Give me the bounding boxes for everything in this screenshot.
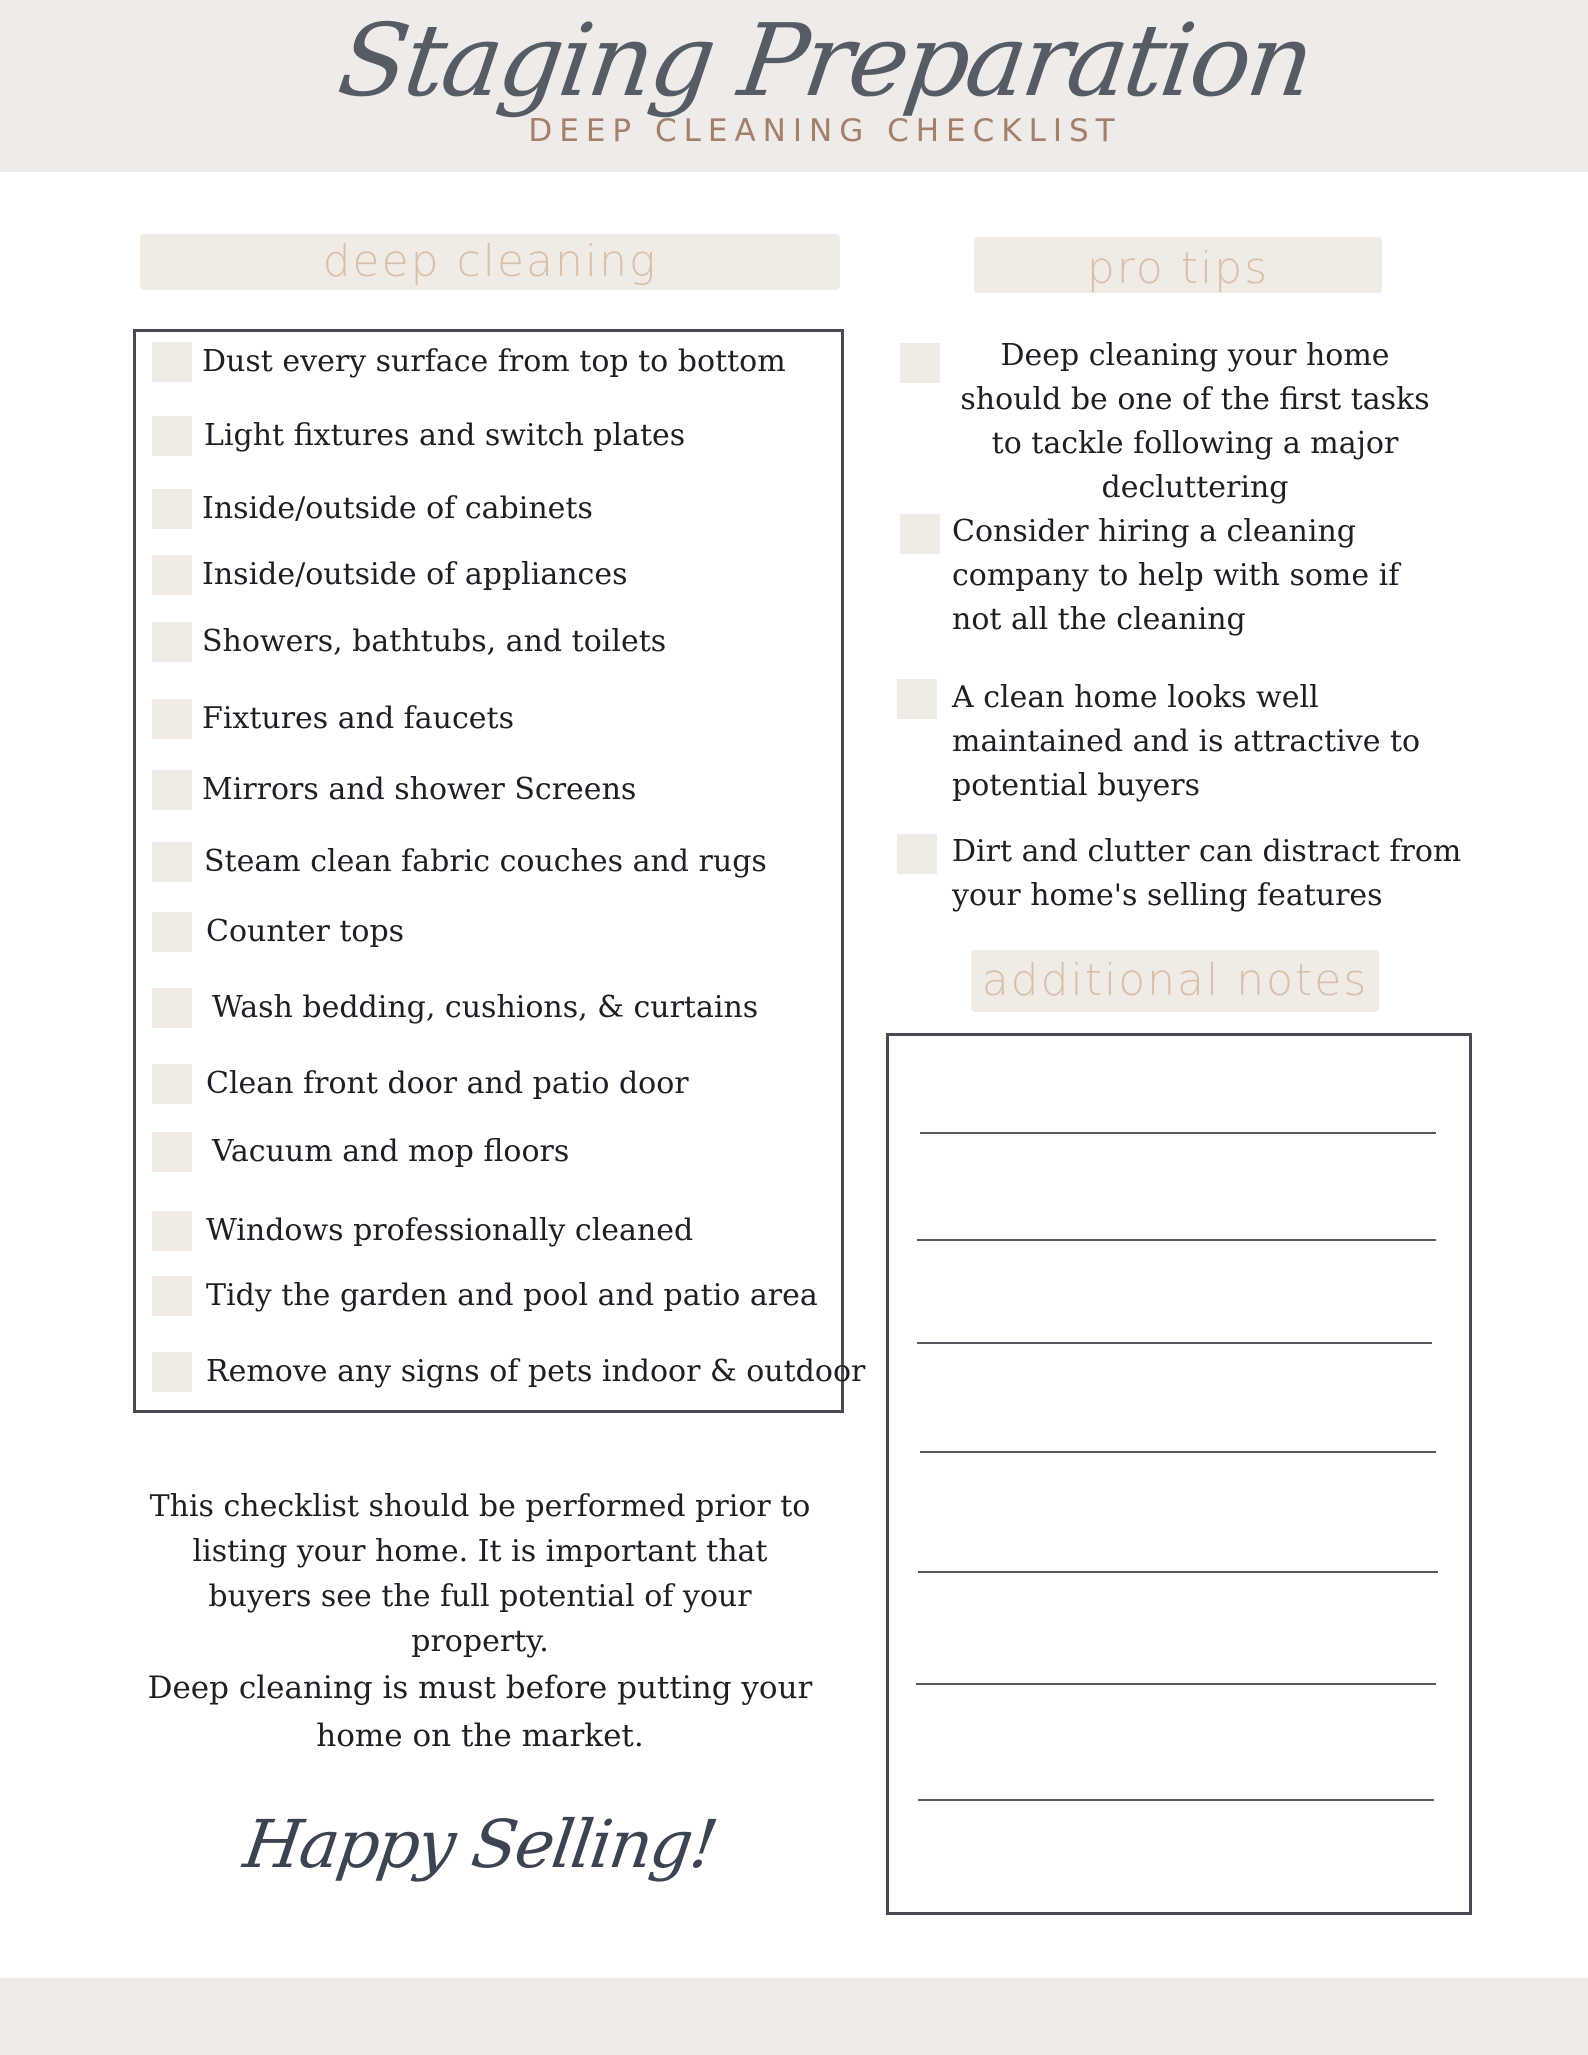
checklist-item-label: Clean front door and patio door [206, 1066, 689, 1101]
checkbox[interactable] [152, 1064, 192, 1104]
signoff: Happy Selling! [239, 1806, 721, 1883]
checklist-item[interactable] [152, 342, 786, 382]
tip-text: Deep cleaning your home should be one of the first tasks to tackle following a major decluttering [960, 338, 1430, 505]
checklist-item-label: Tidy the garden and pool and patio area [206, 1278, 818, 1313]
checklist-item[interactable] [152, 1276, 818, 1316]
checkbox[interactable] [152, 842, 192, 882]
tip-checkbox[interactable] [900, 514, 940, 554]
checkbox[interactable] [152, 912, 192, 952]
page-title: Staging Preparation [332, 2, 1319, 119]
notes-box[interactable] [886, 1033, 1472, 1915]
checklist-item-label: Steam clean fabric couches and rugs [204, 844, 767, 879]
checklist-item[interactable] [152, 1064, 689, 1104]
note-line [916, 1683, 1436, 1685]
checklist-item[interactable] [152, 912, 404, 952]
checklist-item[interactable] [152, 1132, 569, 1172]
checkbox[interactable] [152, 555, 192, 595]
additional-notes-label: additional notes [971, 950, 1379, 1012]
deep-cleaning-label: deep cleaning [140, 234, 840, 290]
checklist-item-label: Inside/outside of appliances [202, 557, 628, 592]
checkbox[interactable] [152, 416, 192, 456]
page-subtitle: DEEP CLEANING CHECKLIST [528, 113, 1122, 149]
checklist-item-label: Vacuum and mop floors [212, 1134, 570, 1169]
checkbox[interactable] [152, 622, 192, 662]
checklist-item-label: Mirrors and shower Screens [202, 772, 637, 807]
checklist-item-label: Light fixtures and switch plates [204, 418, 686, 453]
note-line [920, 1451, 1436, 1453]
checklist-item[interactable] [152, 1211, 693, 1251]
checklist-item[interactable] [152, 842, 767, 882]
tip-text: A clean home looks well maintained and is attractive to potential buyers [952, 680, 1421, 803]
checkbox[interactable] [152, 1276, 192, 1316]
checklist-item-label: Fixtures and faucets [202, 701, 514, 736]
checkbox[interactable] [152, 342, 192, 382]
tip-checkbox[interactable] [900, 343, 940, 383]
checklist-item[interactable] [152, 699, 514, 739]
checkbox[interactable] [152, 489, 192, 529]
note-line [917, 1239, 1436, 1241]
pro-tips-label: pro tips [974, 237, 1382, 293]
reminder-paragraph: Deep cleaning is must before putting your home on the market. [147, 1670, 813, 1754]
checkbox[interactable] [152, 699, 192, 739]
checkbox[interactable] [152, 1132, 192, 1172]
checkbox[interactable] [152, 1211, 192, 1251]
checklist-item-label: Showers, bathtubs, and toilets [202, 624, 667, 659]
tip-text: Dirt and clutter can distract from your home's selling features [952, 834, 1462, 913]
tip-checkbox[interactable] [897, 679, 937, 719]
checklist-item[interactable] [152, 770, 636, 810]
note-line [920, 1132, 1436, 1134]
intro-paragraph: This checklist should be performed prior to listing your home. It is important that buyers see the full potential of your property. [149, 1489, 811, 1659]
note-line [918, 1571, 1438, 1573]
note-line [918, 1799, 1434, 1801]
checkbox[interactable] [152, 1352, 192, 1392]
checklist-item[interactable] [152, 489, 593, 529]
checkbox[interactable] [152, 770, 192, 810]
checkbox[interactable] [152, 988, 192, 1028]
checklist-item-label: Dust every surface from top to bottom [202, 344, 786, 379]
tip-checkbox[interactable] [897, 834, 937, 874]
note-line [917, 1342, 1432, 1344]
footer-band [0, 1978, 1588, 2055]
checklist-item[interactable] [152, 622, 666, 662]
checklist-item-label: Wash bedding, cushions, & curtains [212, 990, 759, 1025]
checklist-item-label: Inside/outside of cabinets [202, 491, 593, 526]
checklist-item-label: Remove any signs of pets indoor & outdoor [206, 1354, 866, 1389]
checklist-item[interactable] [152, 988, 758, 1028]
checklist-item-label: Windows professionally cleaned [206, 1213, 694, 1248]
checklist-item[interactable] [152, 416, 685, 456]
checklist-item[interactable] [152, 1352, 865, 1392]
checklist-item-label: Counter tops [206, 914, 405, 949]
checklist-item[interactable] [152, 555, 628, 595]
tip-text: Consider hiring a cleaning company to help with some if not all the cleaning [952, 514, 1400, 637]
